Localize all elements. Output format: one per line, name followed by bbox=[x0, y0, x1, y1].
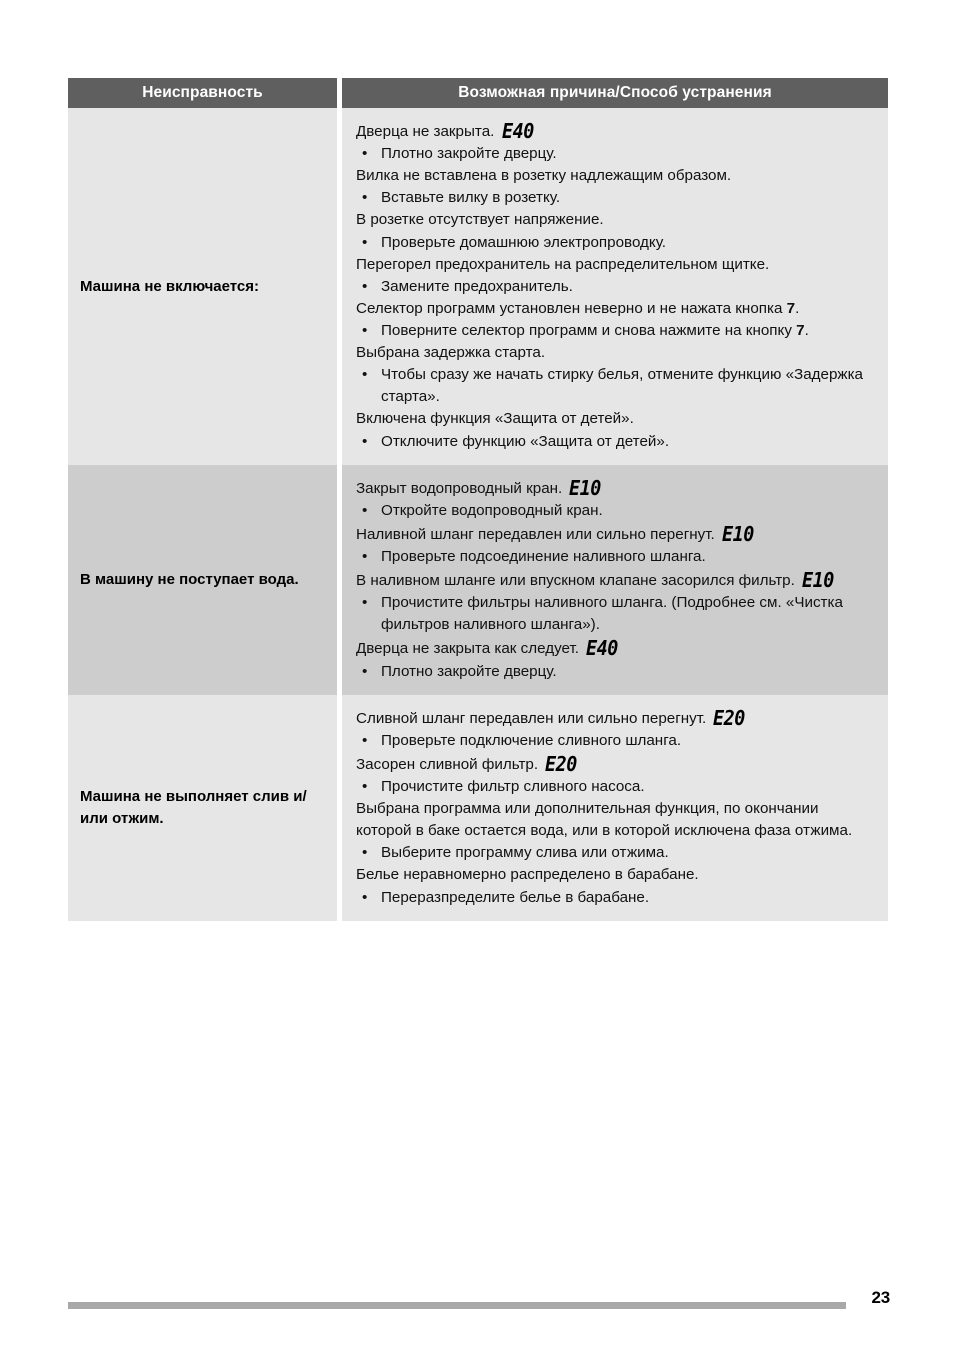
cause-text bbox=[356, 568, 874, 592]
bullet-icon: • bbox=[362, 731, 368, 749]
cause-label: Включена функция «Защита от детей». bbox=[356, 410, 634, 428]
cause-remedy-cell bbox=[342, 695, 888, 921]
remedy-item bbox=[356, 887, 874, 909]
remedy-item bbox=[356, 431, 874, 453]
remedy-item bbox=[356, 546, 874, 568]
table-row bbox=[68, 465, 888, 695]
remedy-item bbox=[356, 143, 874, 165]
remedy-label: Плотно закройте дверцу. bbox=[381, 662, 557, 680]
remedy-item bbox=[356, 500, 874, 522]
remedy-label: Отключите функцию «Защита от детей». bbox=[381, 432, 670, 450]
bullet-icon: • bbox=[362, 145, 368, 163]
remedy-item bbox=[356, 320, 874, 342]
column-header-cause-remedy: Возможная причина/Способ устранения bbox=[342, 78, 888, 108]
footer-rule bbox=[68, 1302, 846, 1309]
cause-label: Засорен сливной фильтр. bbox=[356, 755, 543, 773]
remedy-label: Вставьте вилку в розетку. bbox=[381, 189, 561, 207]
remedy-item bbox=[356, 842, 874, 864]
cause-label: В наливном шланге или впускном клапане засорился фильтр. bbox=[356, 572, 800, 590]
error-code-display: E40 bbox=[501, 119, 534, 143]
remedy-item bbox=[356, 592, 874, 636]
remedy-label: Проверьте подсоединение наливного шланга. bbox=[381, 547, 706, 565]
cause-text bbox=[356, 636, 874, 660]
remedy-item bbox=[356, 776, 874, 798]
cause-label: Белье неравномерно распределено в барабане. bbox=[356, 866, 699, 884]
cause-label: Выбрана задержка старта. bbox=[356, 344, 546, 362]
cause-text bbox=[356, 408, 874, 430]
bullet-icon: • bbox=[362, 662, 368, 680]
cause-text bbox=[356, 476, 874, 500]
column-header-symptom: Неисправность bbox=[68, 78, 337, 108]
bullet-icon: • bbox=[362, 501, 368, 519]
remedy-item bbox=[356, 276, 874, 298]
remedy-label: Переразпределите белье в барабане. bbox=[381, 888, 650, 906]
remedy-item bbox=[356, 661, 874, 683]
button-number-reference: 7 bbox=[786, 299, 796, 317]
cause-label: Сливной шланг передавлен или сильно перегнут. bbox=[356, 709, 711, 727]
cause-text bbox=[356, 298, 874, 320]
error-code-display: E20 bbox=[713, 705, 746, 730]
page-number: 23 bbox=[871, 1288, 890, 1307]
cause-text bbox=[356, 752, 874, 776]
cause-text bbox=[356, 798, 874, 842]
table-header-row bbox=[68, 78, 888, 108]
remedy-label: Выберите программу слива или отжима. bbox=[381, 844, 669, 862]
bullet-icon: • bbox=[362, 777, 368, 795]
remedy-item bbox=[356, 187, 874, 209]
cause-text bbox=[356, 522, 874, 546]
cause-text bbox=[356, 342, 874, 364]
table-header bbox=[68, 78, 888, 108]
bullet-icon: • bbox=[362, 888, 368, 906]
remedy-label: Проверьте подключение сливного шланга. bbox=[381, 731, 682, 749]
bullet-icon: • bbox=[362, 366, 368, 384]
error-code-display: E40 bbox=[586, 636, 619, 661]
symptom-cell bbox=[68, 465, 337, 695]
button-number-reference: 7 bbox=[796, 321, 805, 339]
remedy-item bbox=[356, 364, 874, 408]
cause-remedy-cell bbox=[342, 108, 888, 465]
error-code-display: E10 bbox=[569, 475, 602, 500]
cause-text bbox=[356, 209, 874, 231]
cause-label: Дверца не закрыта. bbox=[356, 123, 499, 140]
remedy-item bbox=[356, 730, 874, 752]
remedy-label: Проверьте домашнюю электропроводку. bbox=[381, 233, 667, 251]
error-code-display: E10 bbox=[802, 568, 834, 593]
cause-label: В розетке отсутствует напряжение. bbox=[356, 211, 604, 229]
bullet-icon: • bbox=[362, 321, 368, 339]
cause-label: Дверца не закрыта как следует. bbox=[356, 640, 584, 658]
cause-text bbox=[356, 254, 874, 276]
symptom-label: Машина не выполняет слив и/или отжим. bbox=[80, 788, 307, 827]
bullet-icon: • bbox=[362, 432, 368, 450]
troubleshooting-table bbox=[68, 78, 888, 921]
bullet-icon: • bbox=[362, 844, 368, 862]
bullet-icon: • bbox=[362, 189, 368, 207]
remedy-label: Чтобы сразу же начать стирку белья, отмените функцию «Задержка старта». bbox=[381, 366, 863, 406]
cause-label: Наливной шланг передавлен или сильно перегнут. bbox=[356, 525, 719, 543]
symptom-cell bbox=[68, 108, 337, 465]
remedy-label: Поверните селектор программ и снова нажмите на кнопку 7. bbox=[381, 321, 809, 339]
remedy-label: Замените предохранитель. bbox=[381, 277, 573, 295]
cause-label: Закрыт водопроводный кран. bbox=[356, 479, 567, 497]
remedy-label: Откройте водопроводный кран. bbox=[381, 501, 603, 519]
cause-text bbox=[356, 864, 874, 886]
symptom-cell bbox=[68, 695, 337, 921]
cause-text bbox=[356, 165, 874, 187]
remedy-label: Прочистите фильтры наливного шланга. (Подробнее см. «Чистка фильтров наливного шланга»). bbox=[381, 594, 843, 634]
cause-remedy-cell bbox=[342, 465, 888, 695]
bullet-icon: • bbox=[362, 594, 368, 612]
cause-text bbox=[356, 706, 874, 730]
symptom-label: Машина не включается: bbox=[80, 277, 259, 295]
error-code-display: E10 bbox=[721, 521, 754, 546]
table-body bbox=[68, 108, 888, 921]
cause-label: Селектор программ установлен неверно и не нажата кнопка 7. bbox=[356, 299, 800, 317]
table-row bbox=[68, 108, 888, 465]
bullet-icon: • bbox=[362, 547, 368, 565]
cause-label: Выбрана программа или дополнительная функция, по окончании которой в баке остается вода, или в которой исключена фаза отжима. bbox=[356, 800, 853, 840]
symptom-label: В машину не поступает вода. bbox=[80, 570, 299, 588]
table-row bbox=[68, 695, 888, 921]
bullet-icon: • bbox=[362, 233, 368, 251]
bullet-icon: • bbox=[362, 277, 368, 295]
cause-text bbox=[356, 119, 874, 143]
remedy-label: Плотно закройте дверцу. bbox=[381, 145, 557, 163]
error-code-display: E20 bbox=[545, 751, 578, 776]
cause-label: Вилка не вставлена в розетку надлежащим образом. bbox=[356, 167, 732, 185]
remedy-label: Прочистите фильтр сливного насоса. bbox=[381, 777, 645, 795]
cause-label: Перегорел предохранитель на распределительном щитке. bbox=[356, 255, 770, 273]
remedy-item bbox=[356, 232, 874, 254]
